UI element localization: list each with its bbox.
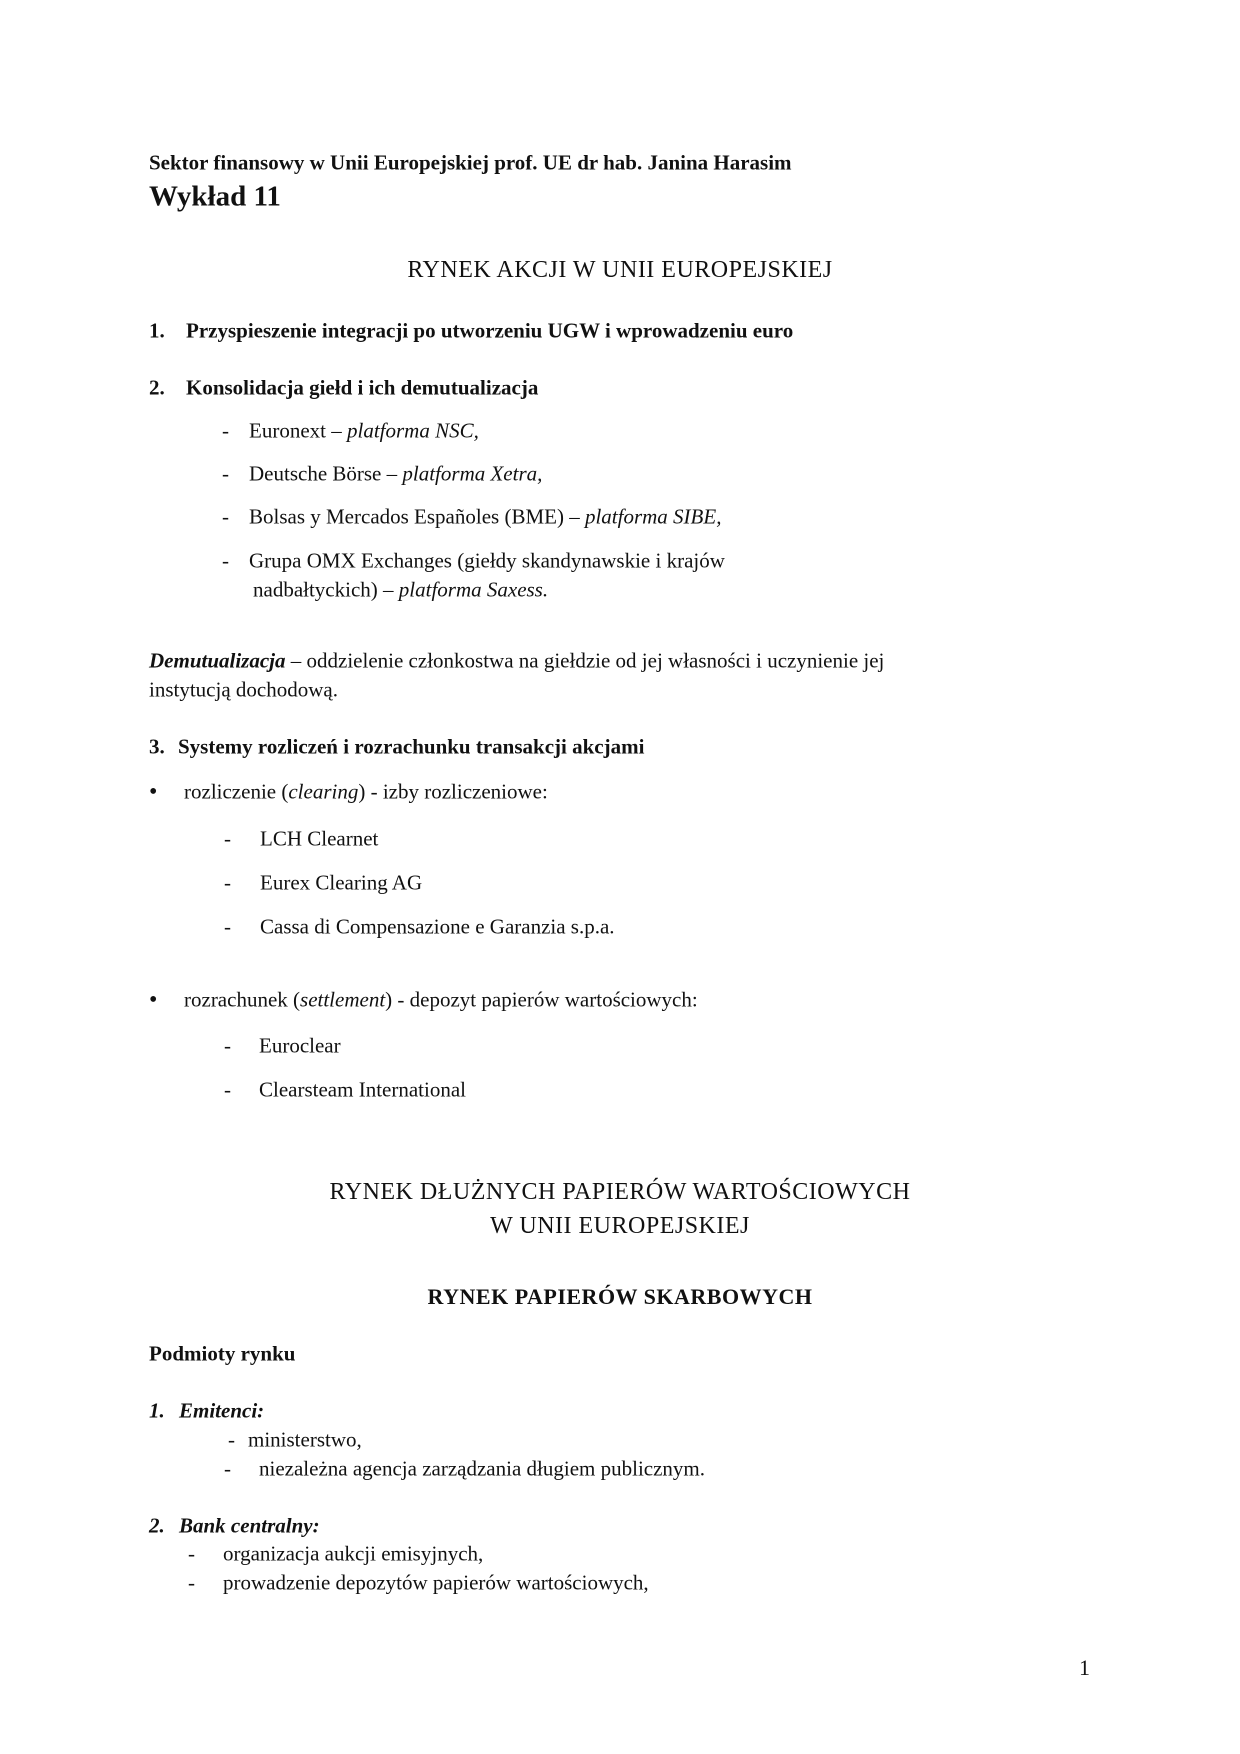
list-item: Grupa OMX Exchanges (giełdy skandynawskie i krajów xyxy=(249,548,725,573)
list-item: ministerstwo, xyxy=(248,1427,362,1452)
list-item: Bolsas y Mercados Españoles (BME) – platforma SIBE, xyxy=(249,504,722,529)
list-item: niezależna agencja zarządzania długiem publicznym. xyxy=(259,1456,706,1481)
dash-marker: - xyxy=(222,504,229,529)
list-item: prowadzenie depozytów papierów wartościowych, xyxy=(223,1570,649,1595)
list-item: Euroclear xyxy=(259,1033,341,1058)
item-number: 2. xyxy=(149,375,165,400)
dash-marker: - xyxy=(224,1456,231,1481)
bullet-marker: • xyxy=(149,779,158,805)
item-heading: Bank centralny: xyxy=(179,1513,320,1538)
item-heading: Systemy rozliczeń i rozrachunku transakcji akcjami xyxy=(178,734,645,759)
list-item: Cassa di Compensazione e Garanzia s.p.a. xyxy=(260,914,615,939)
item-heading: Emitenci: xyxy=(179,1398,265,1423)
list-item: organizacja aukcji emisyjnych, xyxy=(223,1541,484,1566)
item-heading: Konsolidacja giełd i ich demutualizacja xyxy=(186,375,539,400)
dash-marker: - xyxy=(222,461,229,486)
section-title: RYNEK AKCJI W UNII EUROPEJSKIEJ xyxy=(407,257,833,283)
dash-marker: - xyxy=(188,1570,195,1595)
item-number: 3. xyxy=(149,734,165,759)
definition: Demutualizacja – oddzielenie członkostwa na giełdzie od jej własności i uczynienie jej xyxy=(149,648,885,673)
list-item: LCH Clearnet xyxy=(260,826,379,851)
list-item-continued: nadbałtyckich) – platforma Saxess. xyxy=(253,577,549,602)
bullet-item: rozrachunek (settlement) - depozyt papierów wartościowych: xyxy=(184,987,698,1012)
lecture-title: Wykład 11 xyxy=(149,180,281,213)
item-number: 1. xyxy=(149,318,165,343)
subsection-heading: Podmioty rynku xyxy=(149,1341,296,1366)
dash-marker: - xyxy=(224,914,231,939)
page-number: 1 xyxy=(1079,1655,1090,1680)
dash-marker: - xyxy=(222,418,229,443)
dash-marker: - xyxy=(224,1077,231,1102)
subsection-title: RYNEK PAPIERÓW SKARBOWYCH xyxy=(427,1284,813,1309)
dash-marker: - xyxy=(224,826,231,851)
item-number: 2. xyxy=(149,1513,165,1538)
section-title-line2: W UNII EUROPEJSKIEJ xyxy=(490,1213,750,1239)
definition-continued: instytucją dochodową. xyxy=(149,677,338,702)
dash-marker: - xyxy=(228,1427,235,1452)
dash-marker: - xyxy=(188,1541,195,1566)
bullet-item: rozliczenie (clearing) - izby rozliczeniowe: xyxy=(184,779,548,804)
list-item: Euronext – platforma NSC, xyxy=(249,418,479,443)
bullet-marker: • xyxy=(149,987,158,1013)
list-item: Clearsteam International xyxy=(259,1077,466,1102)
dash-marker: - xyxy=(224,870,231,895)
item-number: 1. xyxy=(149,1398,165,1423)
dash-marker: - xyxy=(222,548,229,573)
list-item: Deutsche Börse – platforma Xetra, xyxy=(249,461,543,486)
course-header: Sektor finansowy w Unii Europejskiej prof. UE dr hab. Janina Harasim xyxy=(149,150,792,175)
list-item: Eurex Clearing AG xyxy=(260,870,423,895)
dash-marker: - xyxy=(224,1033,231,1058)
section-title: RYNEK DŁUŻNYCH PAPIERÓW WARTOŚCIOWYCH xyxy=(329,1179,911,1205)
item-heading: Przyspieszenie integracji po utworzeniu UGW i wprowadzeniu euro xyxy=(186,318,794,343)
